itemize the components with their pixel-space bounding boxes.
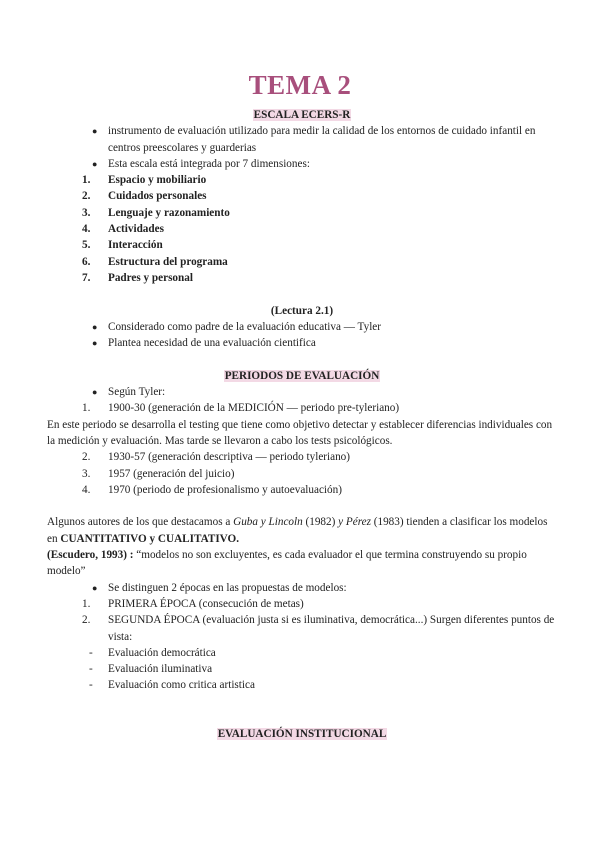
quote-paragraph: (Escudero, 1993) : “modelos no son excluyentes, es cada evaluador el que termina construyendo su propio modelo” bbox=[47, 549, 527, 578]
list-item bbox=[47, 335, 557, 351]
document-body bbox=[47, 107, 557, 743]
heading-text: EVALUACIÓN INSTITUCIONAL bbox=[217, 728, 387, 741]
section-heading: (Lectura 2.1) bbox=[270, 304, 334, 317]
list-item: - Evaluación democrática bbox=[89, 646, 216, 659]
list-item: 2. Cuidados personales bbox=[82, 190, 207, 203]
paragraph: En este periodo se desarrolla el testing que tiene como objetivo detectar y establecer diferencias individuales con la medición y evaluación. Mas tarde se llevaron a cabo los tests psicológicos. bbox=[47, 418, 553, 447]
bullet-icon: ● bbox=[92, 126, 98, 137]
item-text: Considerado como padre de la evaluación educativa — Tyler bbox=[108, 320, 382, 333]
list-item: - Evaluación como critica artistica bbox=[89, 679, 255, 692]
item-text: Evaluación iluminativa bbox=[108, 663, 213, 676]
item-text: 1957 (generación del juicio) bbox=[108, 467, 235, 480]
section-heading bbox=[47, 726, 557, 742]
list-item: 1. Espacio y mobiliario bbox=[82, 174, 207, 187]
item-text: Cuidados personales bbox=[108, 190, 207, 203]
item-text: Padres y personal bbox=[108, 271, 193, 284]
list-item bbox=[47, 580, 557, 596]
item-text: Espacio y mobiliario bbox=[108, 174, 207, 187]
bullet-icon: ● bbox=[92, 582, 98, 593]
heading-text: ESCALA ECERS-R bbox=[253, 109, 351, 121]
item-text: Actividades bbox=[108, 223, 164, 236]
list-item: 5. Interacción bbox=[82, 239, 163, 252]
bullet-icon: ● bbox=[92, 338, 98, 349]
section-heading bbox=[47, 107, 557, 123]
list-item: 6. Estructura del programa bbox=[82, 255, 228, 268]
list-item: 2. SEGUNDA ÉPOCA (evaluación justa si es iluminativa, democrática...) Surgen diferentes puntos de vista: bbox=[82, 614, 555, 643]
item-text: 1970 (periodo de profesionalismo y autoevaluación) bbox=[108, 483, 342, 496]
item-text: Esta escala está integrada por 7 dimensiones: bbox=[108, 157, 310, 170]
section-heading bbox=[47, 368, 557, 384]
item-text: Evaluación como critica artistica bbox=[108, 679, 255, 692]
heading-text: PERIODOS DE EVALUACIÓN bbox=[224, 369, 380, 382]
list-item: 1. PRIMERA ÉPOCA (consecución de metas) bbox=[82, 597, 304, 610]
list-item: 4. 1970 (periodo de profesionalismo y autoevaluación) bbox=[82, 483, 342, 496]
list-item: 4. Actividades bbox=[82, 223, 164, 236]
item-text: Plantea necesidad de una evaluación cientifica bbox=[108, 337, 316, 350]
item-text: 1930-57 (generación descriptiva — periodo tyleriano) bbox=[108, 451, 351, 464]
list-item bbox=[47, 156, 557, 172]
page-title: TEMA 2 bbox=[248, 70, 352, 100]
list-item: 3. Lenguaje y razonamiento bbox=[82, 206, 230, 219]
list-item: 3. 1957 (generación del juicio) bbox=[82, 467, 235, 480]
list-item: 2. 1930-57 (generación descriptiva — periodo tyleriano) bbox=[82, 451, 351, 464]
item-text: SEGUNDA ÉPOCA (evaluación justa si es iluminativa, democrática...) Surgen diferentes puntos de vista: bbox=[108, 614, 555, 643]
item-text: PRIMERA ÉPOCA (consecución de metas) bbox=[108, 597, 304, 610]
item-text: Estructura del programa bbox=[108, 255, 228, 268]
item-text: Evaluación democrática bbox=[108, 646, 216, 659]
item-text: Se distinguen 2 épocas en las propuestas de modelos: bbox=[108, 581, 347, 594]
item-text: Interacción bbox=[108, 239, 163, 252]
item-text: Lenguaje y razonamiento bbox=[108, 206, 230, 219]
list-item: - Evaluación iluminativa bbox=[89, 663, 213, 676]
list-item bbox=[47, 123, 557, 156]
paragraph: Algunos autores de los que destacamos a Guba y Lincoln (1982) y Pérez (1983) tienden a clasificar los modelos en CUANTITATIVO y CUALITATIVO. bbox=[47, 516, 548, 545]
item-text: Según Tyler: bbox=[108, 386, 166, 399]
list-item: 7. Padres y personal bbox=[82, 271, 193, 284]
item-text: 1900-30 (generación de la MEDICIÓN — periodo pre-tyleriano) bbox=[108, 402, 400, 415]
list-item bbox=[47, 384, 557, 400]
item-text: instrumento de evaluación utilizado para medir la calidad de los entornos de cuidado infantil en centros preescolares y guarderias bbox=[108, 125, 536, 154]
list-item: 1. 1900-30 (generación de la MEDICIÓN — periodo pre-tyleriano) bbox=[82, 402, 400, 415]
bullet-icon: ● bbox=[92, 321, 98, 332]
list-item bbox=[47, 319, 557, 335]
bullet-icon: ● bbox=[92, 158, 98, 169]
bullet-icon: ● bbox=[92, 387, 98, 398]
